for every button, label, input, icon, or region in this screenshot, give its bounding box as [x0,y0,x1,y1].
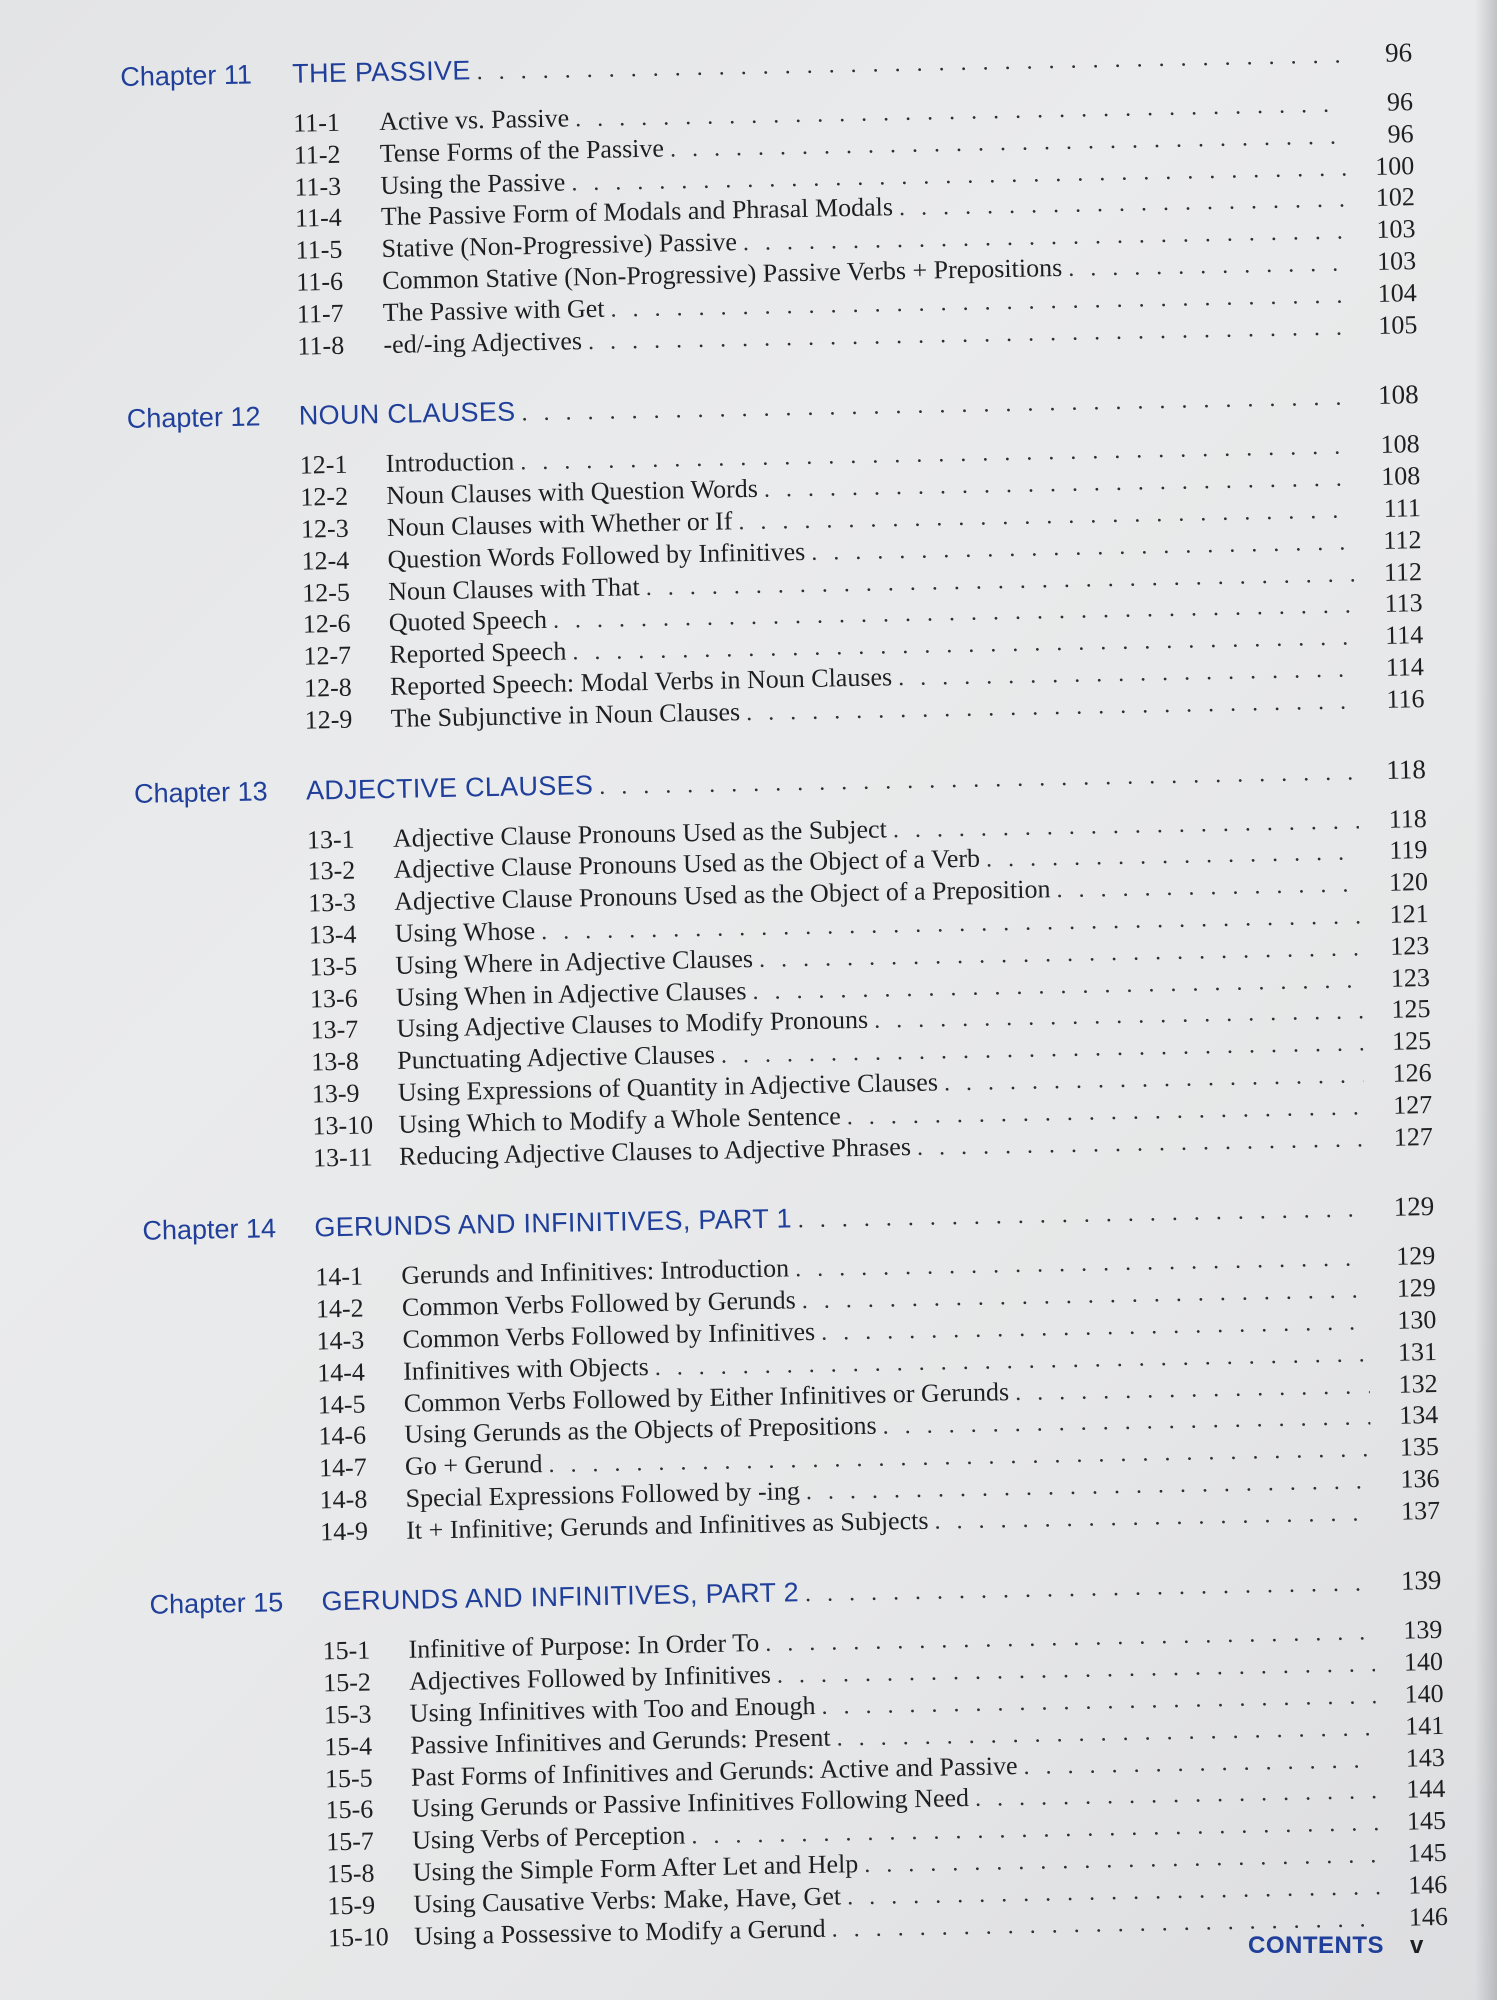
section-number: 15-3 [323,1699,372,1730]
section-title: Noun Clauses with Question Words [386,474,759,511]
section-number: 15-7 [325,1826,375,1857]
dot-leader [798,1197,1367,1235]
section-title: -ed/-ing Adjectives [383,325,583,359]
section-page-number: 134 [1398,1400,1439,1430]
section-number: 13-2 [307,855,356,886]
section-page-number: 135 [1399,1432,1440,1462]
chapter-number: Chapter 11 [120,59,253,92]
chapter-14 [142,1191,1440,1552]
chapter-12 [127,380,1425,741]
chapter-11 [120,37,1418,366]
section-title: Using a Possessive to Modify a Gerund [413,1913,826,1951]
section-number: 15-10 [327,1921,389,1953]
section-number: 12-8 [303,672,352,703]
dot-leader [917,1126,1365,1162]
section-title: Noun Clauses with Whether or If [386,506,733,542]
section-page-number: 102 [1375,182,1416,213]
section-number: 13-8 [310,1046,360,1077]
section-page-number: 146 [1408,1901,1449,1932]
running-footer-label: CONTENTS [1248,1932,1384,1959]
section-title: Tense Forms of the Passive [379,133,665,168]
section-number: 11-4 [294,203,343,234]
section-page-number: 120 [1388,867,1429,897]
section-page-number: 114 [1384,620,1424,650]
dot-leader [1068,250,1348,282]
section-page-number: 145 [1406,1806,1447,1836]
chapter-title: GERUNDS AND INFINITIVES, PART 1 [314,1203,793,1243]
section-title: Quoted Speech [388,605,548,638]
chapter-13 [134,754,1433,1178]
section-title: Infinitives with Objects [402,1351,649,1386]
section-page-number: 140 [1403,1647,1444,1677]
section-title: Using Verbs of Perception [411,1820,686,1855]
section-number: 14-4 [316,1357,366,1388]
dot-leader [805,1571,1374,1609]
section-page-number: 126 [1392,1057,1432,1088]
section-title: Using When in Adjective Clauses [395,975,747,1012]
section-title: Introduction [385,446,515,479]
dot-leader [934,1500,1372,1535]
section-number: 14-2 [315,1293,364,1324]
section-page-number: 96 [1387,118,1414,149]
section-title: Adjective Clause Pronouns Used as the Object of a Verb [393,843,981,885]
section-number: 12-5 [301,577,351,608]
section-number: 15-4 [324,1731,373,1762]
chapter-number: Chapter 14 [142,1213,277,1247]
section-number: 12-4 [301,545,350,576]
section-page-number: 143 [1405,1742,1446,1773]
section-page-number: 129 [1396,1273,1437,1303]
section-title: Passive Infinitives and Gerunds: Present [410,1722,831,1760]
chapter-page-number: 96 [1384,37,1413,68]
section-page-number: 105 [1378,309,1418,340]
section-number: 14-6 [318,1420,367,1451]
section-number: 11-3 [294,171,342,202]
section-page-number: 116 [1386,683,1425,714]
section-number: 13-6 [309,983,358,1014]
section-title: Using Adjective Clauses to Modify Pronouns [396,1005,869,1044]
section-page-number: 130 [1397,1304,1437,1335]
section-title: Common Verbs Followed by Either Infinitives or Gerunds [403,1376,1010,1418]
section-title: The Subjunctive in Noun Clauses [390,696,741,733]
section-number: 15-6 [325,1794,374,1825]
section-page-number: 127 [1393,1121,1434,1152]
dot-leader [1056,871,1360,904]
section-number: 12-7 [303,640,352,671]
section-title: Common Stative (Non-Progressive) Passive Verbs + Prepositions [381,252,1063,295]
section-page-number: 96 [1386,87,1414,117]
section-number: 15-5 [324,1763,373,1794]
section-number: 14-8 [319,1484,368,1515]
section-title: Stative (Non-Progressive) Passive [381,227,738,264]
section-number: 11-1 [292,107,341,138]
section-number: 15-1 [322,1635,371,1666]
table-of-contents [120,37,1449,1996]
section-title: It + Infinitive; Gerunds and Infinitives as Subjects [405,1505,929,1545]
section-page-number: 123 [1389,930,1430,961]
section-title: Past Forms of Infinitives and Gerunds: Active and Passive [410,1750,1018,1792]
section-title: Active vs. Passive [378,103,570,137]
section-number: 14-9 [319,1516,369,1547]
section-title: Go + Gerund [404,1449,543,1481]
section-title: Using Causative Verbs: Make, Have, Get [413,1881,842,1919]
dot-leader [476,43,1344,87]
section-title: Punctuating Adjective Clauses [396,1039,716,1075]
section-number: 13-5 [309,951,358,982]
section-number: 12-6 [302,609,351,639]
chapter-title: NOUN CLAUSES [298,396,516,432]
section-page-number: 114 [1385,652,1425,682]
section-page-number: 108 [1380,461,1421,492]
section-title: Using Whose [394,916,536,948]
footer-page-number: v [1410,1932,1424,1959]
section-page-number: 119 [1389,835,1428,866]
section-page-number: 139 [1403,1615,1443,1646]
section-number: 15-8 [326,1858,375,1889]
section-page-number: 125 [1391,994,1431,1025]
section-title: Question Words Followed by Infinitives [387,536,806,574]
section-page-number: 141 [1404,1710,1445,1741]
section-number: 12-3 [300,513,349,544]
section-number: 11-2 [293,139,341,170]
section-page-number: 108 [1380,429,1420,460]
section-page-number: 112 [1383,524,1422,555]
section-number: 13-9 [311,1078,360,1109]
section-page-number: 112 [1383,556,1423,587]
chapter-page-number: 139 [1400,1565,1442,1597]
section-number: 12-1 [299,450,348,480]
section-title: Infinitive of Purpose: In Order To [408,1628,760,1665]
section-page-number: 118 [1388,803,1428,834]
section-number: 13-7 [310,1014,359,1045]
chapter-page-number: 129 [1393,1191,1435,1223]
section-number: 15-2 [322,1667,372,1698]
chapter-number: Chapter 13 [133,775,268,809]
section-page-number: 131 [1397,1336,1438,1367]
section-number: 12-9 [304,704,353,735]
section-page-number: 103 [1376,246,1417,276]
section-page-number: 113 [1384,588,1423,619]
section-page-number: 103 [1376,214,1416,245]
section-title: Reducing Adjective Clauses to Adjective Phrases [398,1131,912,1171]
section-title: Using the Simple Form After Let and Help [412,1849,859,1887]
chapter-15 [149,1565,1448,1958]
dot-leader [599,759,1358,801]
section-title: Common Verbs Followed by Gerunds [401,1285,797,1322]
chapter-number: Chapter 12 [126,401,261,435]
section-number: 13-1 [306,824,355,855]
section-title: Using the Passive [380,167,566,200]
section-title: Using Expressions of Quantity in Adjective Clauses [397,1067,939,1107]
chapter-title: GERUNDS AND INFINITIVES, PART 2 [321,1577,800,1617]
dot-leader [521,385,1351,428]
section-number: 13-10 [312,1110,374,1141]
chapter-title: ADJECTIVE CLAUSES [305,769,594,806]
section-title: Reported Speech: Modal Verbs in Noun Clauses [389,662,893,701]
section-title: Adjective Clause Pronouns Used as the Object of a Preposition [393,874,1051,917]
section-title: Using Gerunds or Passive Infinitives Following Need [411,1783,970,1824]
section-number: 15-9 [327,1890,376,1921]
section-page-number: 104 [1377,277,1417,308]
section-number: 11-5 [295,234,343,265]
section-title: Using Gerunds as the Objects of Prepositions [404,1411,877,1450]
section-page-number: 136 [1400,1463,1440,1494]
section-page-number: 100 [1374,150,1415,181]
section-title: The Passive with Get [382,293,605,327]
section-page-number: 125 [1391,1026,1432,1056]
section-number: 14-1 [315,1261,364,1292]
section-number: 14-5 [317,1389,366,1419]
section-title: Using Which to Modify a Whole Sentence [398,1101,842,1139]
section-title: Using Infinitives with Too and Enough [409,1691,816,1728]
section-page-number: 140 [1404,1678,1444,1709]
page-edge-shadow [1475,0,1497,2000]
section-number: 13-3 [307,887,357,918]
chapter-page-number: 108 [1377,379,1419,411]
section-number: 12-2 [300,481,349,512]
section-number: 13-11 [312,1141,374,1173]
section-title: Adjective Clause Pronouns Used as the Subject [392,813,888,853]
section-page-number: 145 [1407,1837,1447,1868]
section-number: 11-8 [297,330,345,361]
section-title: Special Expressions Followed by -ing [405,1476,801,1513]
dot-leader [1015,1373,1370,1407]
section-title: Common Verbs Followed by Infinitives [402,1316,816,1354]
section-number: 13-4 [308,919,357,950]
dot-leader [1023,1747,1377,1781]
section-number: 14-7 [318,1452,367,1483]
section-page-number: 127 [1392,1089,1433,1120]
section-title: Noun Clauses with That [387,571,640,606]
section-number: 11-6 [295,266,344,297]
section-page-number: 123 [1390,962,1431,993]
section-page-number: 137 [1400,1495,1441,1526]
section-title: The Passive Form of Modals and Phrasal Modals [380,192,894,232]
section-number: 14-3 [316,1325,365,1356]
section-number: 11-7 [296,298,344,329]
page-footer [1248,1932,1423,1960]
section-title: Gerunds and Infinitives: Introduction [401,1253,790,1291]
chapter-number: Chapter 15 [149,1587,284,1621]
section-title: Adjectives Followed by Infinitives [408,1660,772,1697]
section-page-number: 121 [1389,898,1429,929]
section-page-number: 144 [1406,1774,1446,1805]
chapter-title: THE PASSIVE [291,55,471,89]
section-title: Reported Speech [389,636,567,670]
section-page-number: 146 [1407,1869,1448,1900]
chapter-page-number: 118 [1386,753,1427,785]
section-page-number: 132 [1398,1368,1438,1399]
section-title: Using Where in Adjective Clauses [395,943,754,980]
section-page-number: 129 [1395,1241,1436,1272]
section-page-number: 111 [1383,493,1422,523]
